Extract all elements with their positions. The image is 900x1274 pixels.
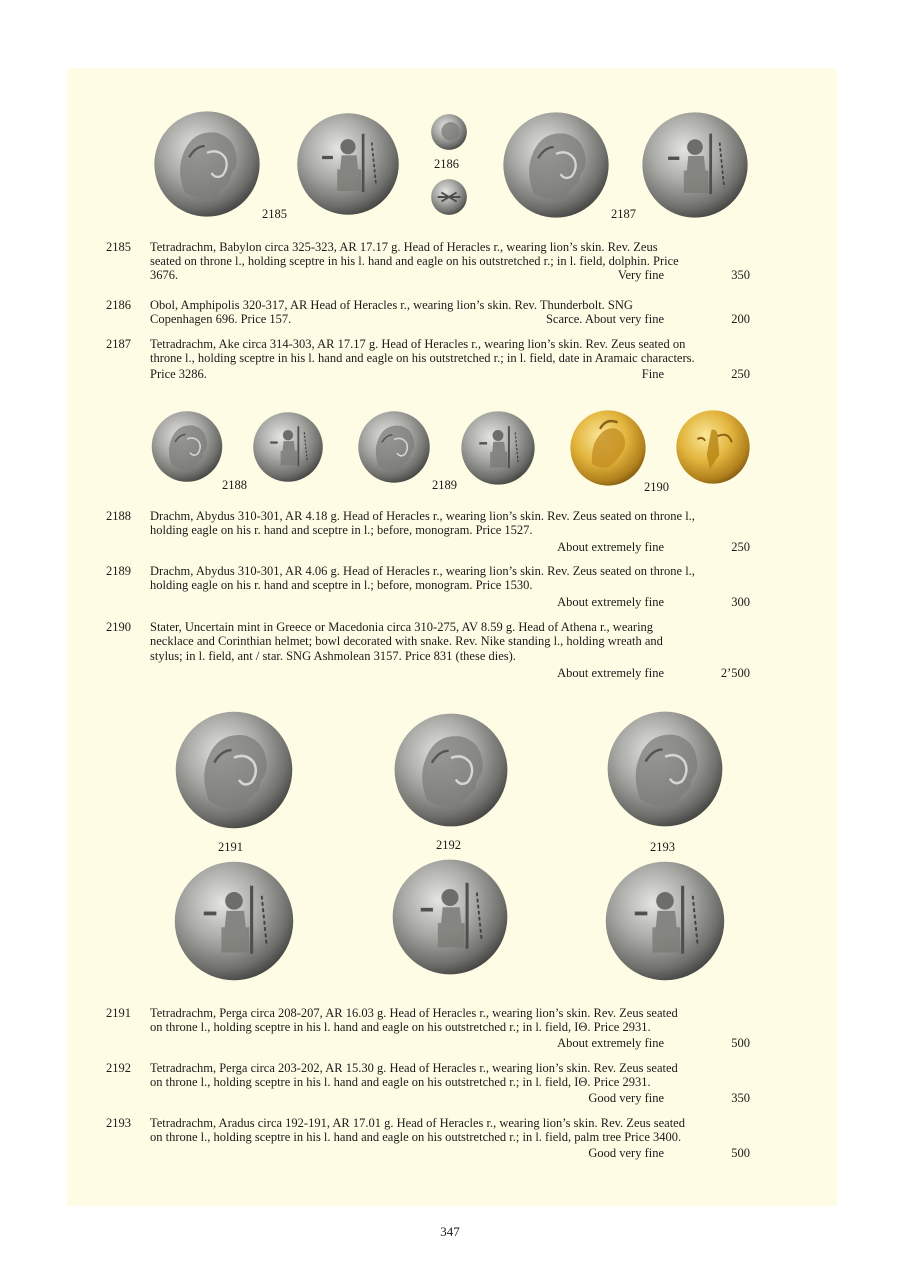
lot-2187 xyxy=(106,337,752,382)
lot-description xyxy=(150,564,750,593)
lot-description-line: on throne l., holding sceptre in his l. hand and eagle on his outstretched r.; in l. field, ΙΘ. Price 2931. xyxy=(150,1020,651,1035)
lot-description xyxy=(150,620,750,663)
lot-description-line: seated on throne l., holding sceptre in his l. hand and eagle on his outstretched r.; in l. field, dolphin. Price xyxy=(150,254,679,269)
coin-2185-obverse xyxy=(150,108,264,220)
coin-label-2191: 2191 xyxy=(218,840,243,854)
lot-grade-row xyxy=(150,367,750,382)
lot-price: 500 xyxy=(731,1146,750,1160)
lot-description-line: on throne l., holding sceptre in his l. hand and eagle on his outstretched r.; in l. field, palm tree Price 3400. xyxy=(150,1130,682,1145)
lot-grade: Scarce. About very fine xyxy=(545,312,664,326)
coin-label-2192: 2192 xyxy=(436,838,461,852)
lot-grade-row xyxy=(150,1146,750,1161)
page-number: 347 xyxy=(440,1224,460,1239)
lot-2193 xyxy=(106,1116,752,1161)
lot-description-line: Tetradrachm, Babylon circa 325-323, AR 17.17 g. Head of Heracles r., wearing lion’s skin. Rev. Zeus xyxy=(150,240,658,254)
lot-grade-row xyxy=(150,312,750,327)
lot-number: 2188 xyxy=(106,509,131,523)
lot-description-line: Tetradrachm, Perga circa 208-207, AR 16.03 g. Head of Heracles r., wearing lion’s skin. Rev. Zeus seated xyxy=(150,1006,678,1020)
lot-description-line: Obol, Amphipolis 320-317, AR Head of Heracles r., wearing lion’s skin. Rev. Thunderbolt. SNG xyxy=(150,298,633,312)
lot-grade: About extremely fine xyxy=(557,595,664,609)
lot-2186 xyxy=(106,298,752,328)
lot-description xyxy=(150,298,750,312)
coin-2190-reverse xyxy=(674,407,752,487)
lot-description-line: holding eagle on his r. hand and sceptre in l.; before, monogram. Price 1527. xyxy=(150,523,533,538)
coin-2189-reverse xyxy=(459,409,537,487)
coin-label-2188: 2188 xyxy=(222,478,247,492)
lot-description-line: Tetradrachm, Perga circa 203-202, AR 15.30 g. Head of Heracles r., wearing lion’s skin. Rev. Zeus seated xyxy=(150,1061,678,1075)
lot-description xyxy=(150,1116,750,1145)
lot-number: 2193 xyxy=(106,1116,131,1130)
lot-description xyxy=(150,509,750,538)
lot-number: 2186 xyxy=(106,298,131,312)
lot-2192 xyxy=(106,1061,752,1106)
lot-grade: Good very fine xyxy=(588,1091,664,1105)
lot-description-line: on throne l., holding sceptre in his l. hand and eagle on his outstretched r.; in l. field, ΙΘ. Price 2931. xyxy=(150,1075,651,1090)
coin-2190-obverse xyxy=(568,408,648,488)
lot-description-line: Tetradrachm, Ake circa 314-303, AR 17.17 g. Head of Heracles r., wearing lion’s skin. Rev. Zeus seated on xyxy=(150,337,686,351)
coin-2188-obverse xyxy=(149,409,225,484)
lot-description-line: Price 3286. xyxy=(150,367,207,381)
coin-2185-reverse xyxy=(291,110,405,218)
lot-description-line: Copenhagen 696. Price 157. xyxy=(150,312,292,326)
lot-description-line: Stater, Uncertain mint in Greece or Macedonia circa 310-275, AV 8.59 g. Head of Athena r., wearing xyxy=(150,620,654,634)
lot-price: 2’500 xyxy=(720,666,750,680)
lot-grade-row xyxy=(150,666,750,681)
coin-2191-obverse xyxy=(170,708,298,832)
lot-number: 2190 xyxy=(106,620,131,634)
lot-number: 2185 xyxy=(106,240,131,254)
coin-2192-obverse xyxy=(387,710,515,830)
lot-2185 xyxy=(106,240,752,285)
coin-2186-reverse xyxy=(429,178,469,216)
lot-number: 2189 xyxy=(106,564,131,578)
coin-label-2193: 2193 xyxy=(650,840,675,854)
lot-price: 350 xyxy=(731,268,750,282)
coin-2186-obverse xyxy=(429,113,469,151)
coin-label-2189: 2189 xyxy=(432,478,457,492)
lot-grade-row xyxy=(150,540,750,555)
coin-2188-reverse xyxy=(251,409,325,485)
lot-description-line: holding eagle on his r. hand and sceptre in l.; before, monogram. Price 1530. xyxy=(150,578,533,593)
lot-number: 2191 xyxy=(106,1006,131,1020)
lot-number: 2192 xyxy=(106,1061,131,1075)
lot-grade-row xyxy=(150,1091,750,1106)
lot-grade: Good very fine xyxy=(588,1146,664,1160)
lot-description-line: Drachm, Abydus 310-301, AR 4.06 g. Head of Heracles r., wearing lion’s skin. Rev. Zeus seated on throne l., xyxy=(150,564,695,578)
lot-grade-row xyxy=(150,1036,750,1051)
coin-label-2190: 2190 xyxy=(644,480,669,494)
lot-price: 350 xyxy=(731,1091,750,1105)
lot-price: 500 xyxy=(731,1036,750,1050)
lot-grade: Fine xyxy=(641,367,664,381)
lot-grade: Very fine xyxy=(617,268,664,282)
coin-2187-reverse xyxy=(639,108,751,222)
lot-grade: About extremely fine xyxy=(557,666,664,680)
coin-label-2187: 2187 xyxy=(611,207,636,221)
lot-description xyxy=(150,1061,750,1090)
coin-2189-obverse xyxy=(355,409,433,485)
lot-price: 250 xyxy=(731,540,750,554)
lot-price: 200 xyxy=(731,312,750,326)
lot-grade: About extremely fine xyxy=(557,1036,664,1050)
lot-2190 xyxy=(106,620,752,682)
coin-label-2185: 2185 xyxy=(262,207,287,221)
coin-2187-obverse xyxy=(499,109,613,221)
lot-description-line: 3676. xyxy=(150,268,179,282)
lot-grade-row xyxy=(150,595,750,610)
coin-2192-reverse xyxy=(385,856,515,978)
coin-2193-obverse xyxy=(600,708,730,830)
lot-2188 xyxy=(106,509,752,554)
lot-description xyxy=(150,1006,750,1035)
lot-price: 250 xyxy=(731,367,750,381)
lot-description xyxy=(150,337,750,366)
lot-price: 300 xyxy=(731,595,750,609)
lot-grade-row xyxy=(150,268,750,283)
lot-description xyxy=(150,240,750,269)
lot-description-line: necklace and Corinthian helmet; bowl decorated with snake. Rev. Nike standing l., holding wreath and xyxy=(150,634,663,649)
lot-grade: About extremely fine xyxy=(557,540,664,554)
lot-description-line: stylus; in l. field, ant / star. SNG Ashmolean 3157. Price 831 (these dies). xyxy=(150,648,516,663)
coin-2191-reverse xyxy=(170,858,298,984)
coin-label-2186: 2186 xyxy=(434,157,459,171)
lot-description-line: Drachm, Abydus 310-301, AR 4.18 g. Head of Heracles r., wearing lion’s skin. Rev. Zeus seated on throne l., xyxy=(150,509,695,523)
lot-description-line: Tetradrachm, Aradus circa 192-191, AR 17.01 g. Head of Heracles r., wearing lion’s skin. Rev. Zeus seated xyxy=(150,1116,685,1130)
coin-2193-reverse xyxy=(600,858,730,984)
lot-2189 xyxy=(106,564,752,609)
lot-number: 2187 xyxy=(106,337,131,351)
lot-2191 xyxy=(106,1006,752,1051)
lot-description-line: throne l., holding sceptre in his l. hand and eagle on his outstretched r.; in l. field, date in Aramaic characters. xyxy=(150,351,695,366)
